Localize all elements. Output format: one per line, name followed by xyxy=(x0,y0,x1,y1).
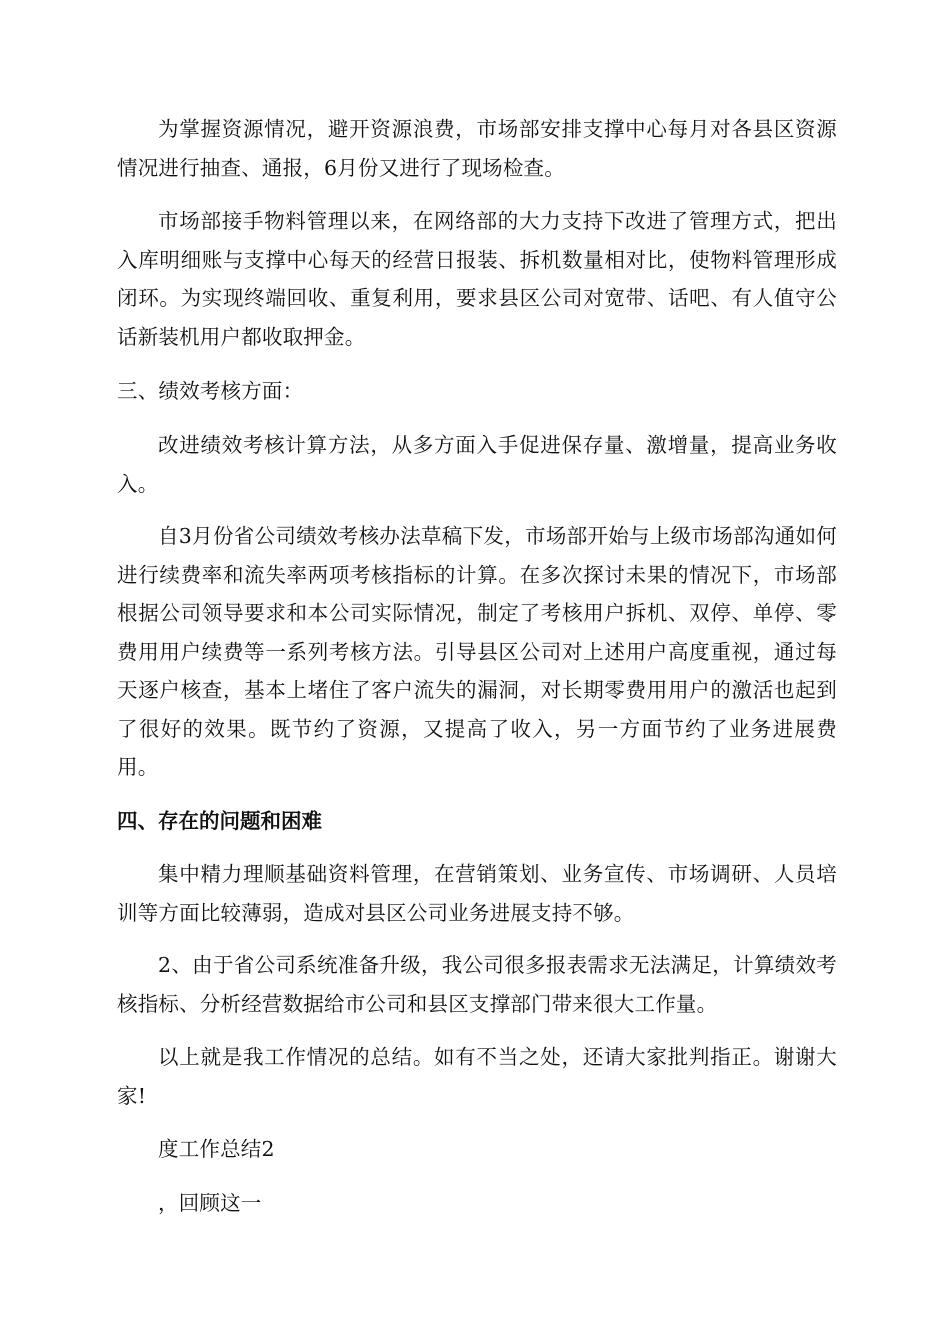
paragraph-problem-2: 2、由于省公司系统准备升级，我公司很多报表需求无法满足，计算绩效考核指标、分析经营数据给市公司和县区支撑部门带来很大工作量。 xyxy=(117,953,837,1016)
paragraph-summary-title-2: 度工作总结2 xyxy=(158,1137,275,1161)
paragraph-problem-1: 集中精力理顺基础资料管理，在营销策划、业务宣传、市场调研、人员培训等方面比较薄弱，造成对县区公司业务进展支持不够。 xyxy=(117,862,837,925)
section-heading-problems: 四、存在的问题和困难 xyxy=(117,809,322,833)
paragraph-performance-method: 改进绩效考核计算方法，从多方面入手促进保存量、激增量，提高业务收入。 xyxy=(117,433,837,496)
paragraph-performance-details: 自3月份省公司绩效考核办法草稿下发，市场部开始与上级市场部沟通如何进行续费率和流失率两项考核指标的计算。在多次探讨未果的情况下，市场部根据公司领导要求和本公司实际情况，制定了考核用户拆机、双停、单停、零费用用户续费等一系列考核方法。引导县区公司对上述用户高度重视，通过每天逐户核查，基本上堵住了客户流失的漏洞，对长期零费用用户的激活也起到了很好的效果。既节约了资源，又提高了收入，另一方面节约了业务进展费用。 xyxy=(117,524,837,779)
section-heading-performance: 三、绩效考核方面： xyxy=(117,379,304,403)
paragraph-closing: 以上就是我工作情况的总结。如有不当之处，还请大家批判指正。谢谢大家! xyxy=(117,1045,837,1108)
paragraph-resource-check: 为掌握资源情况，避开资源浪费，市场部安排支撑中心每月对各县区资源情况进行抽查、通报，6月份又进行了现场检查。 xyxy=(117,117,837,180)
paragraph-review-fragment: ，回顾这一 xyxy=(158,1191,262,1215)
paragraph-material-management: 市场部接手物料管理以来，在网络部的大力支持下改进了管理方式，把出入库明细账与支撑中心每天的经营日报装、拆机数量相对比，使物料管理形成闭环。为实现终端回收、重复利用，要求县区公司对宽带、话吧、有人值守公话新装机用户都收取押金。 xyxy=(117,209,837,349)
